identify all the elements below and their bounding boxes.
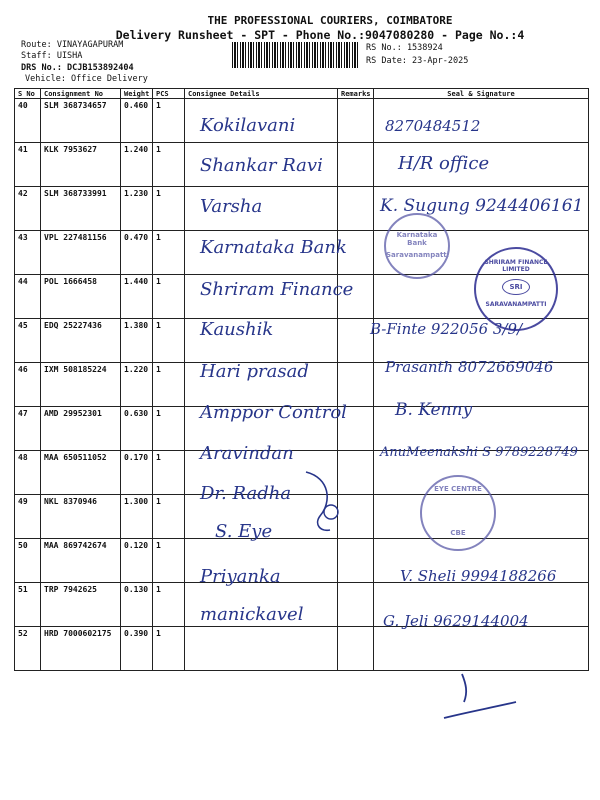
bank-seal-branch: Saravanampatti (386, 251, 450, 259)
sno-cell: 51 (15, 583, 41, 627)
route-text: Route: VINAYAGAPURAM (21, 40, 124, 50)
table-row (15, 99, 589, 143)
col-consignment: Consignment No (41, 89, 121, 99)
col-consignee: Consignee Details (185, 89, 338, 99)
handwritten-consignee: Hari prasad (200, 361, 309, 382)
consignment-cell: MAA 650511052 (41, 451, 121, 495)
sno-cell: 42 (15, 187, 41, 231)
bracket-mark (300, 468, 346, 538)
consignment-cell: SLM 368733991 (41, 187, 121, 231)
sno-cell: 50 (15, 539, 41, 583)
sno-cell: 48 (15, 451, 41, 495)
pcs-cell: 1 (153, 495, 185, 539)
pcs-cell: 1 (153, 143, 185, 187)
bank-seal (384, 213, 450, 279)
handwritten-consignee: Priyanka (200, 566, 281, 587)
weight-cell: 0.120 (121, 539, 153, 583)
eye-seal-name: EYE CENTRE (434, 485, 482, 493)
sno-cell: 45 (15, 319, 41, 363)
weight-cell: 0.130 (121, 583, 153, 627)
handwritten-consignee: Dr. Radha (200, 483, 292, 504)
sno-cell: 46 (15, 363, 41, 407)
eye-centre-seal (420, 475, 496, 551)
col-signature: Seal & Signature (374, 89, 589, 99)
handwritten-consignee: Aravindan (200, 443, 294, 464)
consignment-cell: NKL 8370946 (41, 495, 121, 539)
remarks-cell (338, 319, 374, 363)
pen-stroke (440, 668, 520, 728)
drs-number: DRS No.: DCJB153892404 (21, 63, 134, 73)
shriram-logo-icon: SRI (502, 279, 530, 295)
col-sno: S No (15, 89, 41, 99)
handwritten-consignee: Varsha (200, 196, 263, 217)
consignment-cell: MAA 869742674 (41, 539, 121, 583)
handwritten-signature: 8270484512 (385, 117, 481, 135)
pcs-cell: 1 (153, 363, 185, 407)
vehicle-text: Vehicle: Office Delivery (25, 74, 148, 84)
consignment-cell: EDQ 25227436 (41, 319, 121, 363)
rs-date: RS Date: 23-Apr-2025 (366, 56, 469, 66)
handwritten-consignee: Kokilavani (200, 115, 296, 136)
handwritten-consignee: S. Eye (215, 521, 273, 542)
pcs-cell: 1 (153, 187, 185, 231)
shriram-seal-name: SHRIRAM FINANCE LIMITED (484, 259, 548, 273)
pcs-cell: 1 (153, 407, 185, 451)
consignment-cell: IXM 508185224 (41, 363, 121, 407)
pcs-cell: 1 (153, 231, 185, 275)
handwritten-consignee: Shankar Ravi (200, 155, 323, 176)
pcs-cell: 1 (153, 583, 185, 627)
rs-number: RS No.: 1538924 (366, 43, 443, 53)
remarks-cell (338, 187, 374, 231)
handwritten-signature: K. Sugung 9244406161 (380, 196, 584, 216)
sno-cell: 41 (15, 143, 41, 187)
pcs-cell: 1 (153, 99, 185, 143)
sno-cell: 44 (15, 275, 41, 319)
remarks-cell (338, 539, 374, 583)
shriram-seal-branch: SARAVANAMPATTI (485, 301, 547, 308)
weight-cell: 1.440 (121, 275, 153, 319)
handwritten-signature: AnuMeenakshi S 9789228749 (380, 445, 578, 460)
weight-cell: 0.170 (121, 451, 153, 495)
col-remarks: Remarks (338, 89, 374, 99)
remarks-cell (338, 143, 374, 187)
sno-cell: 43 (15, 231, 41, 275)
handwritten-signature: Prasanth 8072669046 (385, 358, 554, 376)
consignee-cell (185, 627, 338, 671)
sno-cell: 40 (15, 99, 41, 143)
weight-cell: 0.460 (121, 99, 153, 143)
handwritten-signature: B-Finte 922056 3/9/ (370, 320, 523, 338)
sno-cell: 49 (15, 495, 41, 539)
company-title: THE PROFESSIONAL COURIERS, COIMBATORE (207, 14, 453, 27)
remarks-cell (338, 627, 374, 671)
consignment-cell: POL 1666458 (41, 275, 121, 319)
sno-cell: 52 (15, 627, 41, 671)
weight-cell: 0.470 (121, 231, 153, 275)
weight-cell: 0.630 (121, 407, 153, 451)
bank-seal-name: Karnataka Bank (396, 231, 438, 247)
pcs-cell: 1 (153, 627, 185, 671)
signature-cell (374, 627, 589, 671)
handwritten-consignee: manickavel (200, 604, 304, 625)
table-row (15, 627, 589, 671)
remarks-cell (338, 99, 374, 143)
runsheet-title: Delivery Runsheet - SPT - Phone No.:9047080280 - Page No.:4 (115, 28, 525, 42)
barcode (232, 42, 358, 68)
remarks-cell (338, 363, 374, 407)
weight-cell: 0.390 (121, 627, 153, 671)
col-pcs: PCS (153, 89, 185, 99)
table-header-row (15, 89, 589, 99)
staff-text: Staff: UISHA (21, 51, 83, 61)
handwritten-consignee: Kaushik (200, 319, 274, 340)
weight-cell: 1.380 (121, 319, 153, 363)
col-weight: Weight (121, 89, 153, 99)
consignment-cell: TRP 7942625 (41, 583, 121, 627)
pcs-cell: 1 (153, 275, 185, 319)
handwritten-signature: V. Sheli 9994188266 (400, 567, 557, 585)
pcs-cell: 1 (153, 319, 185, 363)
consignment-cell: AMD 29952301 (41, 407, 121, 451)
eye-seal-city: CBE (450, 529, 466, 537)
weight-cell: 1.230 (121, 187, 153, 231)
handwritten-signature: H/R office (398, 153, 490, 174)
handwritten-consignee: Shriram Finance (200, 279, 354, 300)
weight-cell: 1.240 (121, 143, 153, 187)
remarks-cell (338, 583, 374, 627)
shriram-finance-seal (474, 247, 558, 331)
sno-cell: 47 (15, 407, 41, 451)
handwritten-signature: G. Jeli 9629144004 (383, 612, 529, 630)
consignment-cell: KLK 7953627 (41, 143, 121, 187)
consignment-cell: HRD 7000602175 (41, 627, 121, 671)
consignment-cell: SLM 368734657 (41, 99, 121, 143)
handwritten-signature: B. Kenny (395, 400, 473, 420)
consignment-cell: VPL 227481156 (41, 231, 121, 275)
pcs-cell: 1 (153, 451, 185, 495)
handwritten-consignee: Amppor Control (200, 402, 347, 423)
weight-cell: 1.220 (121, 363, 153, 407)
handwritten-consignee: Karnataka Bank (200, 237, 347, 258)
weight-cell: 1.300 (121, 495, 153, 539)
pcs-cell: 1 (153, 539, 185, 583)
